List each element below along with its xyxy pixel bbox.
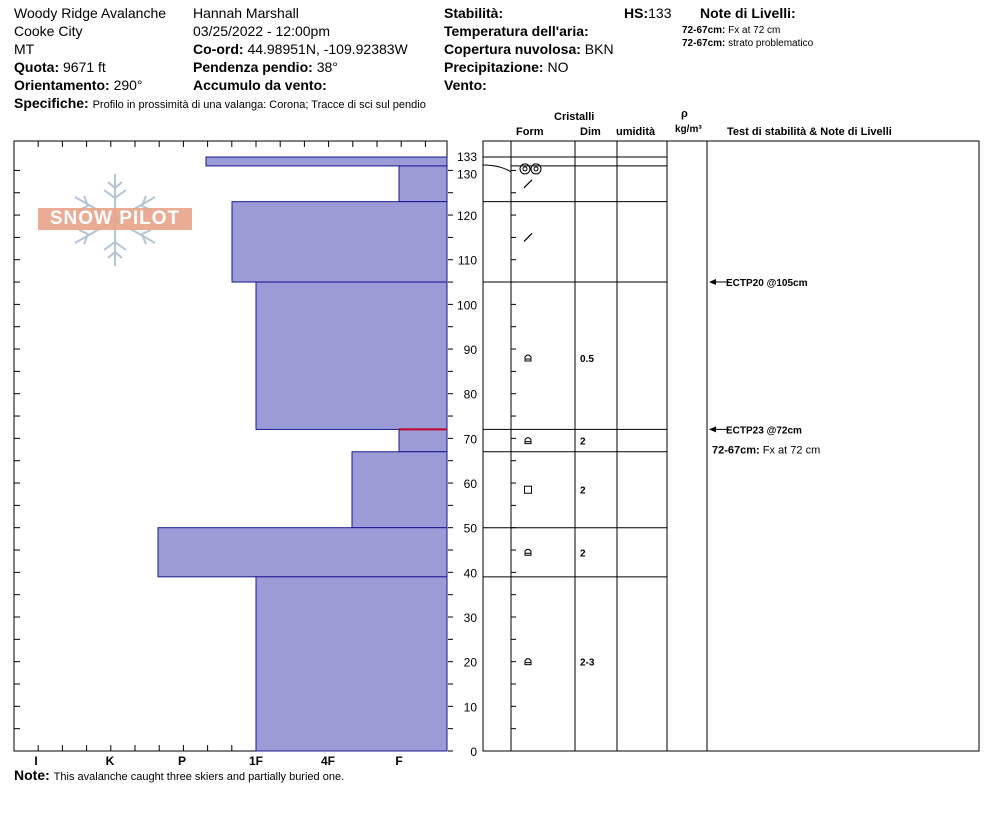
- density-unit: kg/m³: [675, 124, 702, 135]
- height-label-80: 80: [463, 387, 477, 402]
- logo-text: SNOW PILOT: [38, 208, 192, 230]
- hardness-label-i: I: [34, 754, 38, 768]
- coords-label: Co-ord:: [193, 41, 244, 57]
- location-name: Woody Ridge Avalanche: [14, 5, 167, 21]
- observer: Hannah Marshall: [193, 5, 299, 21]
- tests-heading: Test di stabilità & Note di Livelli: [727, 126, 892, 138]
- grain-size-8: 2-3: [580, 657, 595, 669]
- faceted-crystals-icon: [525, 486, 532, 493]
- stability-label: Stabilità:: [444, 5, 504, 21]
- surface-connector: [483, 165, 511, 172]
- grain-size-5: 2: [580, 436, 586, 448]
- note-label: Note:: [14, 767, 50, 783]
- layer-notes-title: Note di Livelli:: [700, 5, 796, 21]
- aspect-value: 290°: [113, 77, 143, 93]
- layer-note-1-text: Fx at 72 cm: [728, 25, 781, 36]
- location-region: Cooke City: [14, 23, 83, 39]
- layer-note-1-range: 72-67cm:: [682, 25, 726, 36]
- height-label-50: 50: [463, 521, 477, 536]
- wind-loading-label: Accumulo da vento:: [193, 77, 327, 93]
- height-label-10: 10: [463, 700, 477, 715]
- specifics-label: Specifiche:: [14, 95, 89, 111]
- hardness-label-4f: 4F: [320, 754, 336, 768]
- density-symbol: ρ: [681, 108, 688, 120]
- grain-size-4: 0.5: [580, 353, 594, 365]
- height-label-120: 120: [456, 209, 477, 224]
- moisture-heading: umidità: [616, 126, 656, 138]
- aspect-label: Orientamento:: [14, 77, 110, 93]
- air-temp-label: Temperatura dell'aria:: [444, 23, 589, 39]
- crystals-heading: Cristalli: [554, 111, 595, 123]
- slope-value: 38°: [316, 59, 338, 75]
- faceted-rounded-icon: [525, 659, 531, 665]
- note-value: This avalanche caught three skiers and partially buried one.: [53, 771, 345, 783]
- stability-test-label: ECTP23 @72cm: [726, 425, 802, 437]
- sky-value: BKN: [584, 41, 614, 57]
- stability-test-label: ECTP20 @105cm: [726, 278, 808, 290]
- layer-bar-7: [158, 528, 447, 577]
- precip-value: NO: [547, 59, 569, 75]
- elevation-value: 9671 ft: [63, 59, 106, 75]
- height-label-60: 60: [463, 477, 477, 492]
- hardness-label-f: F: [395, 754, 403, 768]
- layer-bar-2: [399, 166, 447, 202]
- grain-size-6: 2: [580, 485, 586, 497]
- layer-bar-5: [399, 429, 447, 451]
- height-label-130: 130: [456, 167, 477, 182]
- layer-bar-4: [256, 282, 447, 429]
- height-label-20: 20: [463, 655, 477, 670]
- wind-label: Vento:: [444, 77, 487, 93]
- precip-label: Precipitazione:: [444, 59, 544, 75]
- specifics-value: Profilo in prossimità di una valanga: Corona; Tracce di sci sul pendio: [92, 99, 426, 111]
- rounded-grain-inner-icon: [534, 167, 538, 171]
- layer-bar-3: [232, 202, 447, 282]
- slope-label: Pendenza pendio:: [193, 59, 313, 75]
- form-heading: Form: [516, 126, 544, 138]
- height-label-133: 133: [456, 150, 477, 164]
- grain-size-7: 2: [580, 548, 586, 560]
- hardness-label-p: P: [177, 754, 187, 768]
- faceted-rounded-icon: [525, 438, 531, 444]
- decomposing-fragments-icon: [524, 180, 532, 188]
- layer-note-2-range: 72-67cm:: [682, 38, 726, 49]
- layer-bar-6: [352, 452, 447, 528]
- height-label-70: 70: [463, 432, 477, 447]
- faceted-rounded-icon: [525, 549, 531, 555]
- layer-note-in-column: 72-67cm: Fx at 72 cm: [712, 444, 821, 457]
- faceted-rounded-icon: [525, 355, 531, 361]
- test-arrow-icon: [709, 279, 716, 285]
- location-state: MT: [14, 41, 35, 57]
- datetime: 03/25/2022 - 12:00pm: [193, 23, 330, 39]
- hardness-label-1f: 1F: [248, 754, 264, 768]
- rounded-grain-inner-icon: [523, 167, 527, 171]
- hs-value: 133: [648, 5, 672, 21]
- height-label-90: 90: [463, 343, 477, 358]
- decomposing-fragments-icon: [524, 233, 532, 241]
- layer-bar-1: [206, 157, 447, 166]
- height-label-100: 100: [456, 298, 477, 313]
- layer-bar-8: [256, 577, 447, 751]
- note: [14, 767, 344, 784]
- layer-note-2-text: strato problematico: [728, 38, 814, 49]
- height-label-40: 40: [463, 566, 477, 581]
- hardness-label-k: K: [105, 754, 115, 768]
- hs-label: HS:: [624, 5, 649, 21]
- height-label-0: 0: [470, 745, 477, 759]
- test-arrow-icon: [709, 426, 716, 432]
- coords-value: 44.98951N, -109.92383W: [247, 41, 408, 57]
- size-heading: Dim: [580, 126, 601, 138]
- sky-label: Copertura nuvolosa:: [444, 41, 581, 57]
- height-label-30: 30: [463, 611, 477, 626]
- height-label-110: 110: [457, 253, 477, 268]
- elevation-label: Quota:: [14, 59, 60, 75]
